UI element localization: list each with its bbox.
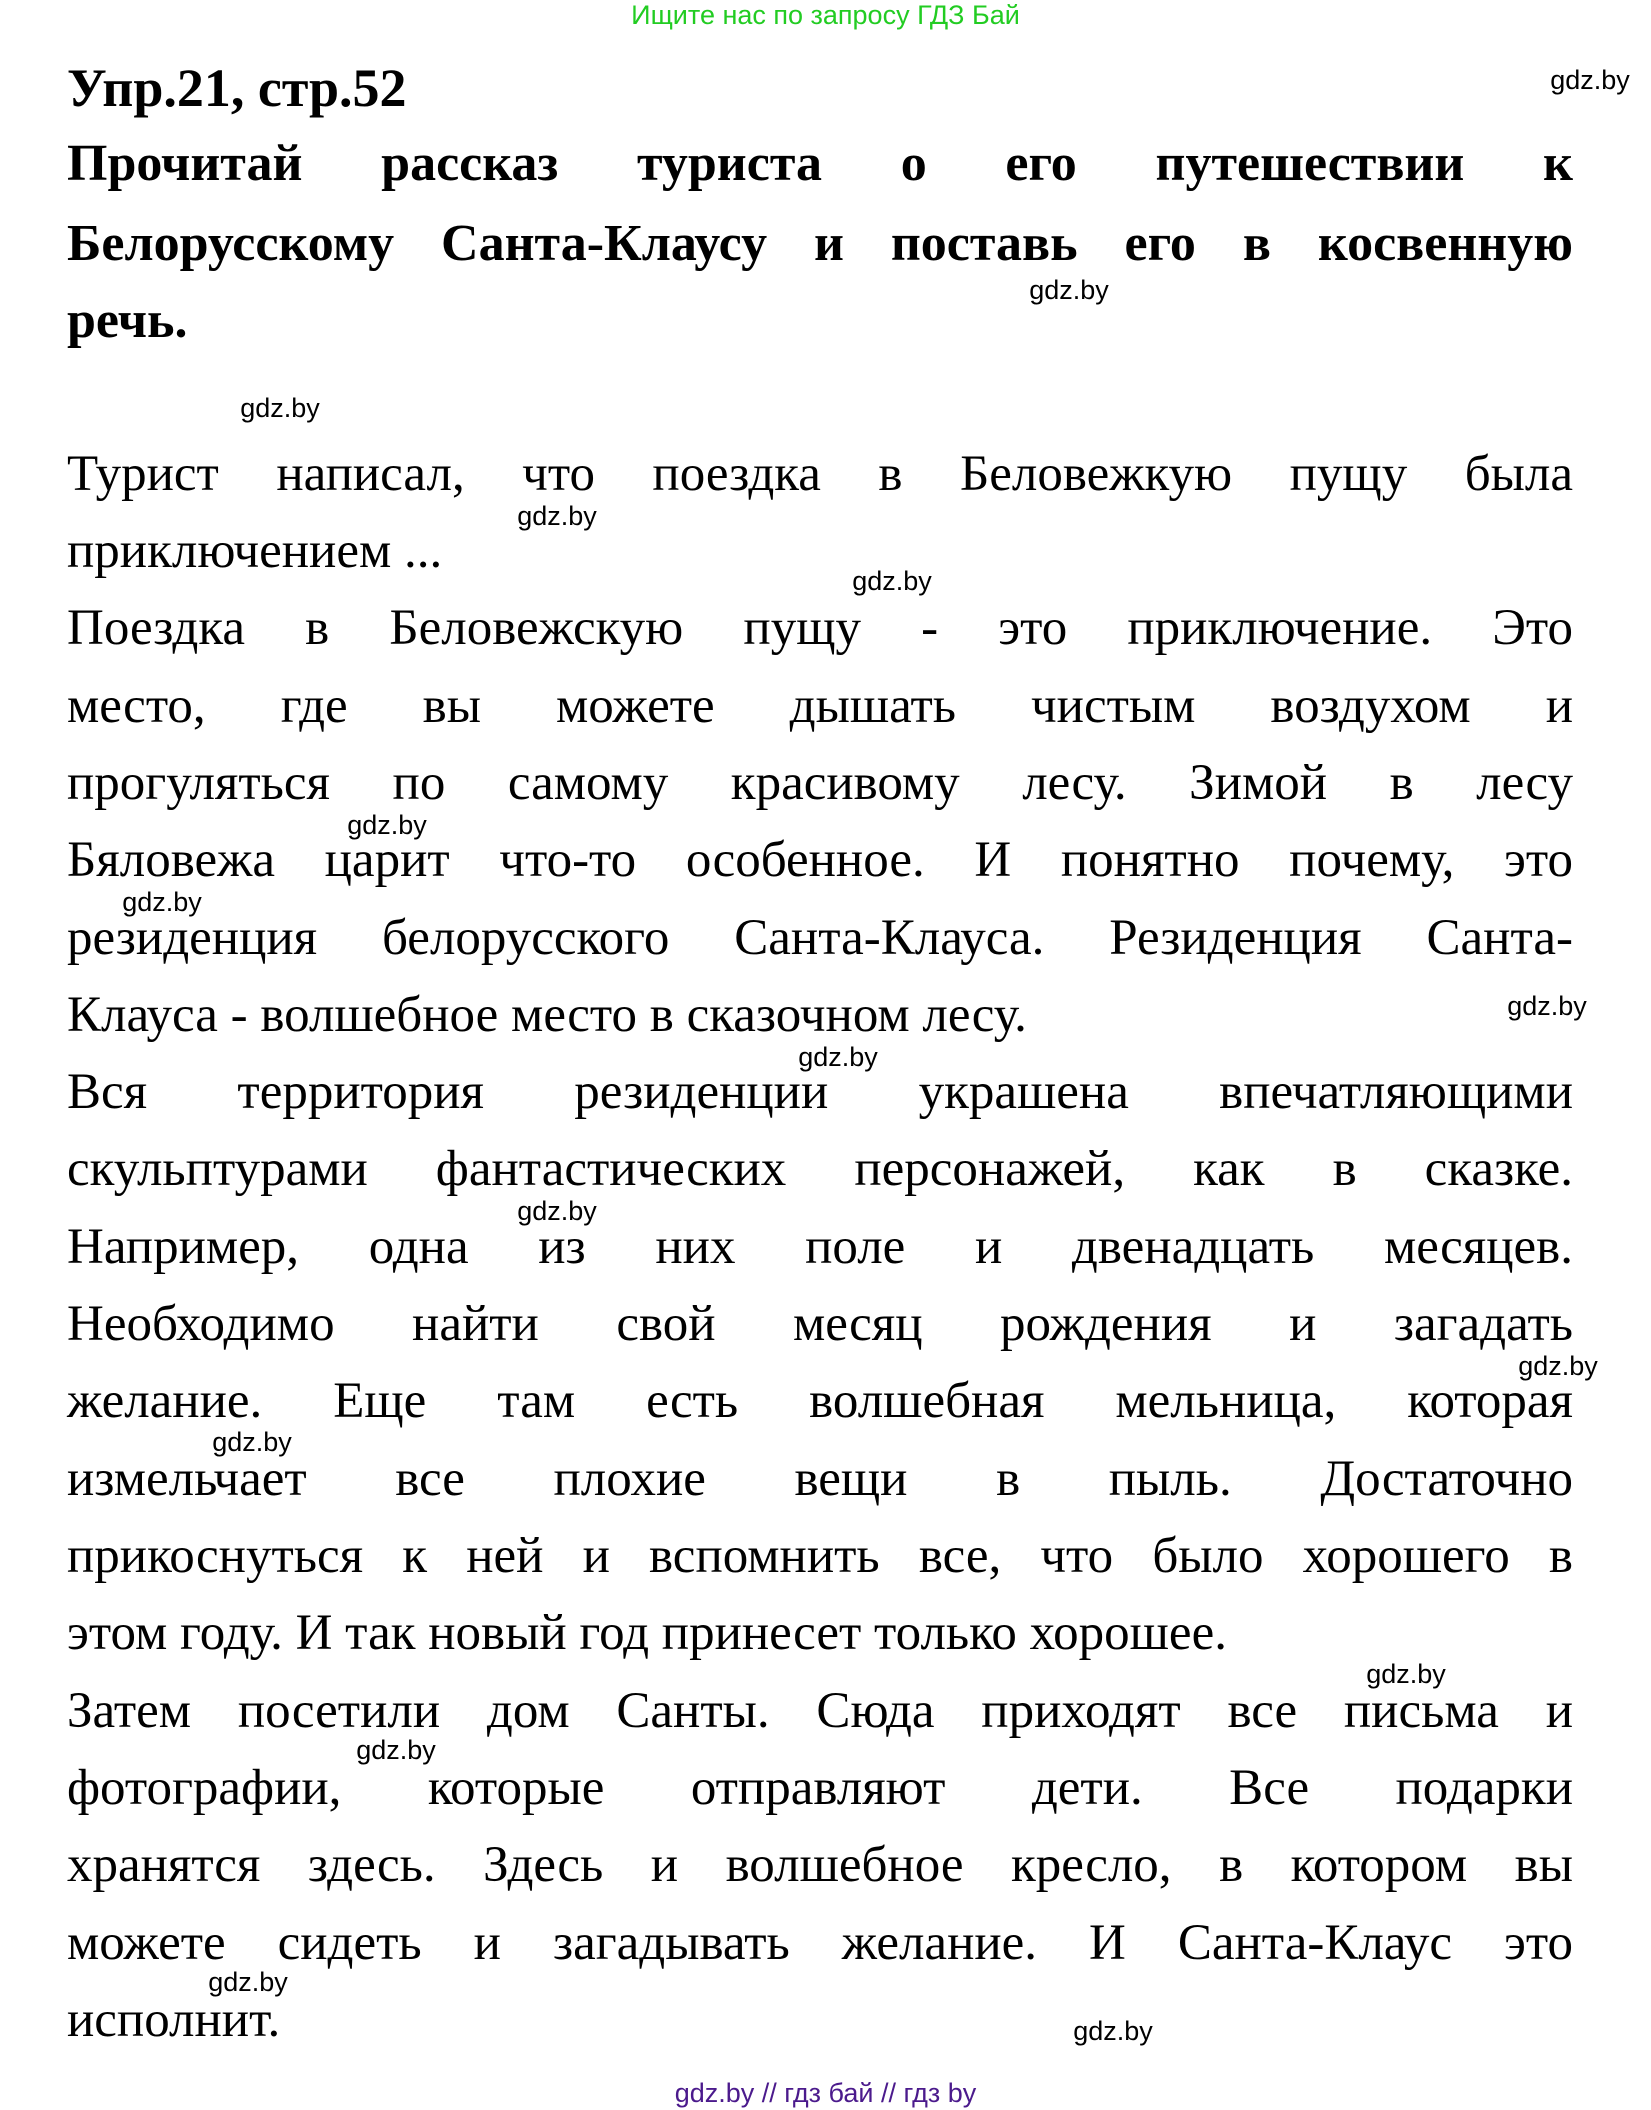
text-line: Необходимо найти свой месяц рождения и загадать xyxy=(67,1296,1573,1352)
text-line: желание. Еще там есть волшебная мельница, которая xyxy=(67,1373,1573,1429)
text-line: приключением ... xyxy=(67,523,443,579)
text-line: Бяловежа царит что-то особенное. И понятно почему, это xyxy=(67,832,1573,888)
watermark: gdz.by xyxy=(1029,275,1109,305)
text-line: хранятся здесь. Здесь и волшебное кресло, в котором вы xyxy=(67,1837,1573,1893)
text-line: Например, одна из них поле и двенадцать месяцев. xyxy=(67,1219,1573,1275)
footer-links[interactable]: gdz.by // гдз бай // гдз by xyxy=(674,2078,977,2108)
text-line: резиденция белорусского Санта-Клауса. Резиденция Санта- xyxy=(67,910,1573,966)
watermark: gdz.by xyxy=(356,1735,436,1765)
watermark: gdz.by xyxy=(1550,65,1630,95)
watermark: gdz.by xyxy=(1073,2016,1153,2046)
text-line: Вся территория резиденции украшена впечатляющими xyxy=(67,1064,1573,1120)
watermark: gdz.by xyxy=(1366,1659,1446,1689)
text-line: место, где вы можете дышать чистым воздухом и xyxy=(67,678,1573,734)
watermark: gdz.by xyxy=(1518,1351,1598,1381)
watermark: gdz.by xyxy=(347,810,427,840)
text-line: фотографии, которые отправляют дети. Все подарки xyxy=(67,1760,1573,1816)
watermark: gdz.by xyxy=(1507,991,1587,1021)
text-line: скульптурами фантастических персонажей, как в сказке. xyxy=(67,1141,1573,1197)
watermark: gdz.by xyxy=(852,566,932,596)
task-line: речь. xyxy=(67,292,188,349)
task-line: Белорусскому Санта-Клаусу и поставь его в косвенную xyxy=(67,215,1573,272)
watermark: gdz.by xyxy=(517,1196,597,1226)
text-line: Турист написал, что поездка в Беловежкую пущу была xyxy=(67,446,1573,502)
task-line: Прочитай рассказ туриста о его путешествии к xyxy=(67,135,1573,192)
text-line: исполнит. xyxy=(67,1992,281,2048)
text-line: можете сидеть и загадывать желание. И Санта-Клаус это xyxy=(67,1915,1573,1971)
watermark: gdz.by xyxy=(517,501,597,531)
text-line: прогуляться по самому красивому лесу. Зимой в лесу xyxy=(67,755,1573,811)
watermark: gdz.by xyxy=(212,1427,292,1457)
page-title: Упр.21, стр.52 xyxy=(67,58,407,118)
text-line: прикоснуться к ней и вспомнить все, что было хорошего в xyxy=(67,1528,1573,1584)
text-line: Поездка в Беловежскую пущу - это приключение. Это xyxy=(67,600,1573,656)
watermark: gdz.by xyxy=(798,1042,878,1072)
text-line: Клауса - волшебное место в сказочном лесу. xyxy=(67,987,1027,1043)
watermark: gdz.by xyxy=(208,1967,288,1997)
text-line: Затем посетили дом Санты. Сюда приходят все письма и xyxy=(67,1683,1573,1739)
text-line: этом году. И так новый год принесет только хорошее. xyxy=(67,1605,1227,1661)
text-line: измельчает все плохие вещи в пыль. Достаточно xyxy=(67,1451,1573,1507)
watermark: gdz.by xyxy=(240,393,320,423)
watermark: gdz.by xyxy=(122,887,202,917)
search-banner: Ищите нас по запросу ГДЗ Бай xyxy=(631,0,1020,30)
